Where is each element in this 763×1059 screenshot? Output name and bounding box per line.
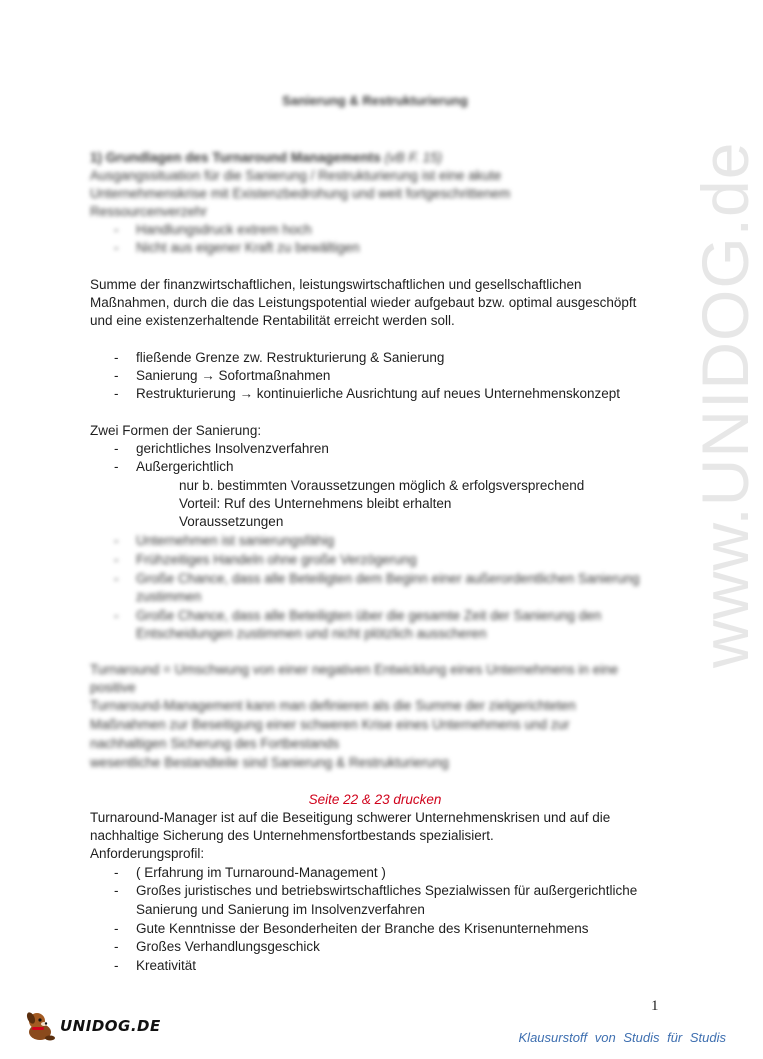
manager-bullet: Großes Verhandlungsgeschick bbox=[136, 939, 320, 954]
bullet-dash: - bbox=[114, 571, 119, 586]
turnaround-line: nachhaltigen Sicherung des Fortbestands bbox=[90, 736, 340, 751]
section1-line: Ausgangssituation für die Sanierung / Restrukturierung ist eine akute bbox=[90, 168, 502, 183]
definition-line: Maßnahmen, durch die das Leistungspotential wieder aufgebaut bzw. optimal ausgeschöpft bbox=[90, 295, 637, 310]
bullet-dash: - bbox=[114, 350, 119, 365]
forms-sub-line: Vorteil: Ruf des Unternehmens bleibt erhalten bbox=[179, 496, 452, 511]
manager-bullet: Großes juristisches und betriebswirtschaftliches Spezialwissen für außergerichtliche bbox=[136, 883, 638, 898]
print-note: Seite 22 & 23 drucken bbox=[308, 792, 442, 807]
requirement-bullet-cont: Entscheidungen zustimmen und nicht plötzlich ausscheren bbox=[136, 626, 487, 641]
unidog-logo[interactable] bbox=[24, 1010, 161, 1042]
bullet-dash: - bbox=[114, 240, 119, 255]
bullet-dash: - bbox=[114, 459, 119, 474]
manager-bullet: ( Erfahrung im Turnaround-Management ) bbox=[136, 865, 386, 880]
footer-tagline: Klausurstoff von Studis für Studis bbox=[518, 1030, 726, 1045]
turnaround-line: wesentliche Bestandteile sind Sanierung & Restrukturierung bbox=[90, 755, 449, 770]
definition-line: und eine existenzerhaltende Rentabilität erreicht werden soll. bbox=[90, 313, 455, 328]
manager-line: Anforderungsprofil: bbox=[90, 846, 205, 861]
bullet-dash: - bbox=[114, 386, 119, 401]
section1-line: Unternehmenskrise mit Existenzbedrohung und weit fortgeschrittenem bbox=[90, 186, 511, 201]
bullet-dash: - bbox=[114, 441, 119, 456]
bullet-dash: - bbox=[114, 608, 119, 623]
requirement-bullet: Große Chance, dass alle Beteiligten über die gesamte Zeit der Sanierung den bbox=[136, 608, 602, 623]
manager-line: nachhaltige Sicherung des Unternehmensfortbestands spezialisiert. bbox=[90, 828, 494, 843]
manager-line: Turnaround-Manager ist auf die Beseitigung schwerer Unternehmenskrisen und auf die bbox=[90, 810, 611, 825]
requirement-bullet: Frühzeitiges Handeln ohne große Verzögerung bbox=[136, 552, 417, 567]
forms-sub-line: nur b. bestimmten Voraussetzungen möglich & erfolgsversprechend bbox=[179, 478, 585, 493]
section1-bullet: Handlungsdruck extrem hoch bbox=[136, 222, 312, 237]
bullet-dash: - bbox=[114, 883, 119, 898]
manager-bullet-cont: Sanierung und Sanierung im Insolvenzverfahren bbox=[136, 902, 425, 917]
section1-heading-ref: (vB F. 15) bbox=[384, 150, 443, 165]
watermark: www.UNIDOG.de bbox=[688, 141, 762, 668]
requirement-bullet: Unternehmen ist sanierungsfähig bbox=[136, 533, 335, 548]
section1-line: Ressourcenverzehr bbox=[90, 204, 208, 219]
section1-heading bbox=[90, 150, 442, 165]
turnaround-line: Turnaround-Management kann man definieren als die Summe der zielgerichteten bbox=[90, 698, 576, 713]
definition-bullet: fließende Grenze zw. Restrukturierung & Sanierung bbox=[136, 350, 445, 365]
bullet-dash: - bbox=[114, 533, 119, 548]
section1-heading-text: 1) Grundlagen des Turnaround Managements bbox=[90, 150, 381, 165]
logo-text: UNIDOG.DE bbox=[60, 1017, 161, 1035]
manager-bullet: Gute Kenntnisse der Besonderheiten der Branche des Krisenunternehmens bbox=[136, 921, 589, 936]
bullet-dash: - bbox=[114, 939, 119, 954]
manager-bullet: Kreativität bbox=[136, 958, 197, 973]
bullet-dash: - bbox=[114, 222, 119, 237]
bullet-dash: - bbox=[114, 552, 119, 567]
definition-line: Summe der finanzwirtschaftlichen, leistungswirtschaftlichen und gesellschaftlichen bbox=[90, 277, 582, 292]
requirement-bullet: Große Chance, dass alle Beteiligten dem Beginn einer außerordentlichen Sanierung bbox=[136, 571, 640, 586]
turnaround-line: positive bbox=[90, 680, 136, 695]
definition-bullet: Restrukturierung → kontinuierliche Ausrichtung auf neues Unternehmenskonzept bbox=[136, 386, 621, 401]
page-number: 1 bbox=[651, 998, 659, 1014]
forms-sub-line: Voraussetzungen bbox=[179, 514, 284, 529]
requirement-bullet-cont: zustimmen bbox=[136, 589, 202, 604]
bullet-dash: - bbox=[114, 368, 119, 383]
section1-bullet: Nicht aus eigener Kraft zu bewältigen bbox=[136, 240, 360, 255]
forms-heading: Zwei Formen der Sanierung: bbox=[90, 423, 262, 438]
forms-bullet: gerichtliches Insolvenzverfahren bbox=[136, 441, 329, 456]
bullet-dash: - bbox=[114, 921, 119, 936]
forms-bullet: Außergerichtlich bbox=[136, 459, 234, 474]
page-title: Sanierung & Restrukturierung bbox=[282, 93, 468, 108]
bullet-dash: - bbox=[114, 865, 119, 880]
bullet-dash: - bbox=[114, 958, 119, 973]
turnaround-line: Turnaround = Umschwung von einer negativen Entwicklung eines Unternehmens in eine bbox=[90, 662, 619, 677]
definition-bullet: Sanierung → Sofortmaßnahmen bbox=[136, 368, 331, 383]
turnaround-line: Maßnahmen zur Beseitigung einer schweren Krise eines Unternehmens und zur bbox=[90, 717, 570, 732]
dog-icon bbox=[24, 1010, 58, 1042]
